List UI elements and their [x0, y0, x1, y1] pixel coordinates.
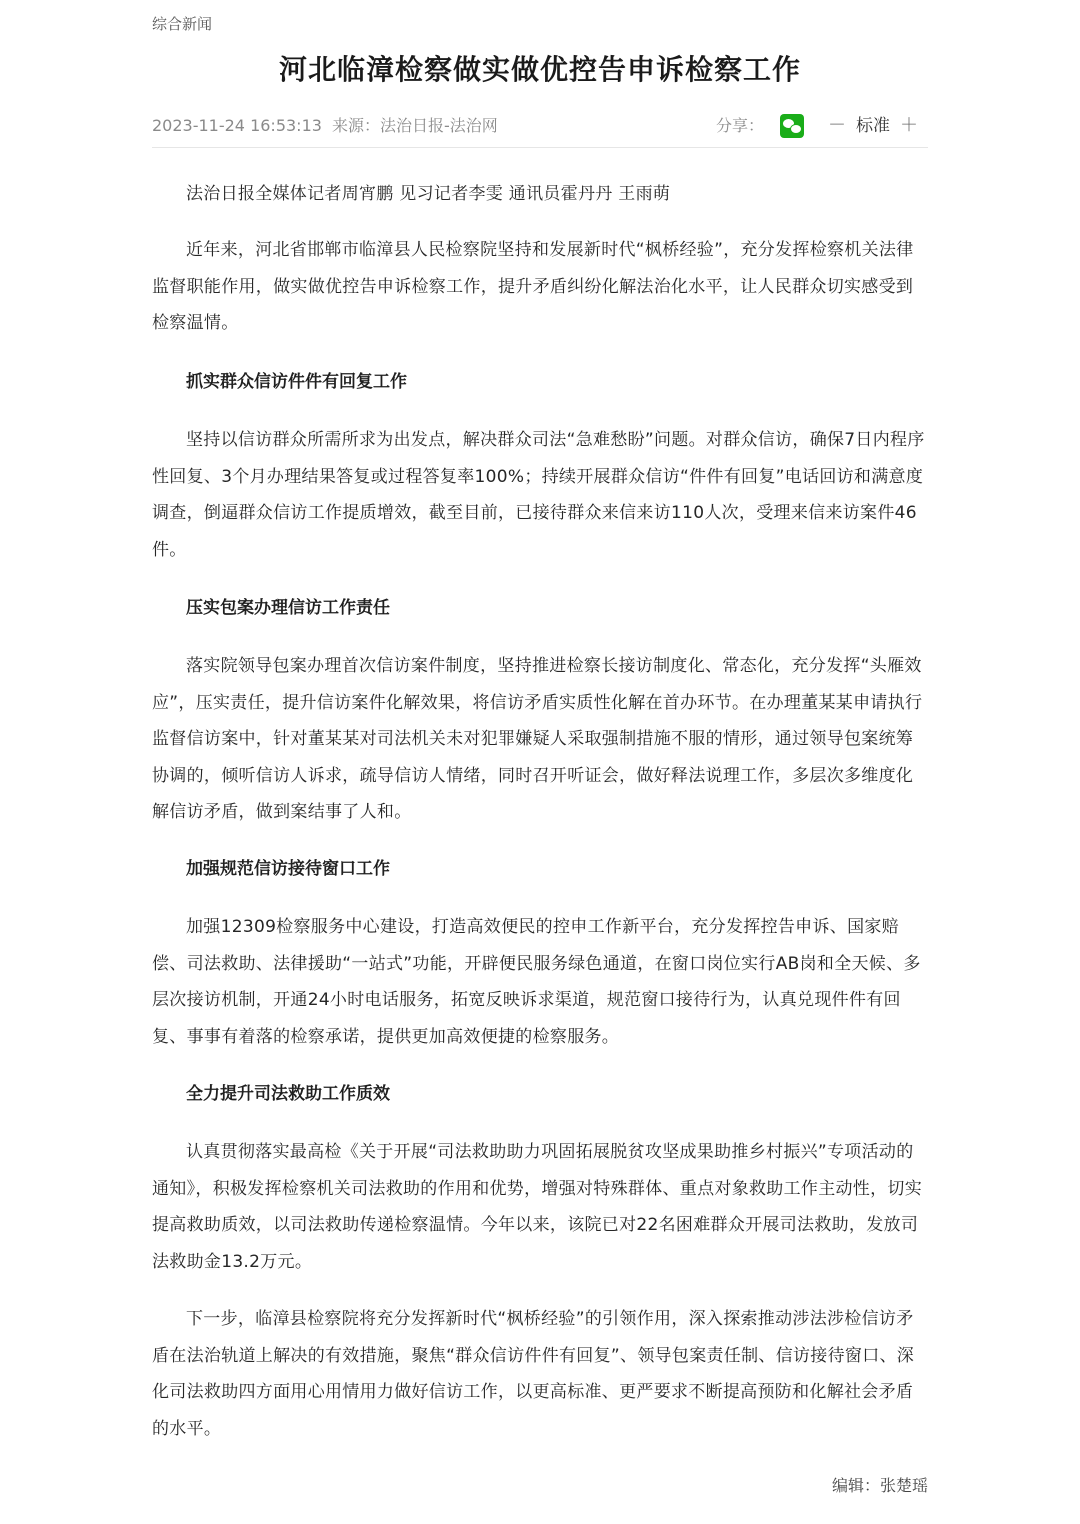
section-body-4: 认真贯彻落实最高检《关于开展“司法救助助力巩固拓展脱贫攻坚成果助推乡村振兴”专项活动的通知》，积极发挥检察机关司法救助的作用和优势，增强对特殊群体、重点对象救助工作主动性，切实提高救助质效，以司法救助传递检察温情。今年以来，该院已对22名困难群众开展司法救助，发放司法救助金13.2万元。: [152, 1142, 922, 1272]
meta-left: [152, 112, 498, 140]
source-label: 来源：: [331, 116, 380, 135]
wechat-icon[interactable]: [780, 114, 804, 138]
section-body-3: 加强12309检察服务中心建设，打造高效便民的控申工作新平台，充分发挥控告申诉、国家赔偿、司法救助、法律援助“一站式”功能，开辟便民服务绿色通道，在窗口岗位实行AB岗和全天候、多层次接访机制，开通24小时电话服务，拓宽反映诉求渠道，规范窗口接待行为，认真兑现件件有回复、事事有着落的检察承诺，提供更加高效便捷的检察服务。: [152, 917, 921, 1047]
section-heading-4: 全力提升司法救助工作质效: [186, 1084, 390, 1104]
publish-datetime: 2023-11-24 16:53:13: [152, 116, 322, 135]
section-heading-2: 压实包案办理信访工作责任: [186, 598, 390, 618]
wechat-bubble-small: [790, 124, 802, 134]
share-label: 分享：: [715, 116, 764, 135]
meta-right: [716, 112, 918, 140]
section-heading-1: 抓实群众信访件件有回复工作: [186, 372, 407, 392]
closing-paragraph: 下一步，临漳县检察院将充分发挥新时代“枫桥经验”的引领作用，深入探索推动涉法涉检信访矛盾在法治轨道上解决的有效措施，聚焦“群众信访件件有回复”、领导包案责任制、信访接待窗口、深化司法救助四方面用心用情用力做好信访工作，以更高标准、更严要求不断提高预防和化解社会矛盾的水平。: [152, 1309, 915, 1439]
article-title: 河北临漳检察做实做优控告申诉检察工作: [278, 53, 801, 86]
section-heading-3: 加强规范信访接待窗口工作: [186, 859, 390, 879]
section-body-1: 坚持以信访群众所需所求为出发点，解决群众司法“急难愁盼”问题。对群众信访，确保7日内程序性回复、3个月办理结果答复或过程答复率100%；持续开展群众信访“件件有回复”电话回访和满意度调查，倒逼群众信访工作提质增效，截至目前，已接待群众来信来访110人次，受理来信来访案件46件。: [152, 430, 925, 560]
font-increase-button[interactable]: ＋: [900, 115, 918, 136]
source-name: 法治日报-法治网: [379, 116, 498, 135]
font-size-control: [828, 112, 918, 140]
intro-paragraph: 近年来，河北省邯郸市临漳县人民检察院坚持和发展新时代“枫桥经验”，充分发挥检察机关法律监督职能作用，做实做优控告申诉检察工作，提升矛盾纠纷化解法治化水平，让人民群众切实感受到检察温情。: [152, 240, 914, 333]
header-divider: [152, 147, 928, 148]
article-meta: [152, 112, 928, 140]
editor-credit: 编辑：张楚瑶: [831, 1476, 928, 1495]
category-label[interactable]: 综合新闻: [152, 15, 213, 33]
font-decrease-button[interactable]: －: [828, 115, 846, 136]
section-body-2: 落实院领导包案办理首次信访案件制度，坚持推进检察长接访制度化、常态化，充分发挥“头雁效应”，压实责任，提升信访案件化解效果，将信访矛盾实质性化解在首办环节。在办理董某某申请执行监督信访案中，针对董某某对司法机关未对犯罪嫌疑人采取强制措施不服的情形，通过领导包案统筹协调的，倾听信访人诉求，疏导信访人情绪，同时召开听证会，做好释法说理工作，多层次多维度化解信访矛盾，做到案结事了人和。: [152, 656, 923, 822]
font-size-label: 标准: [856, 116, 890, 136]
byline: 法治日报全媒体记者周宵鹏 见习记者李雯 通讯员霍丹丹 王雨萌: [186, 184, 671, 204]
